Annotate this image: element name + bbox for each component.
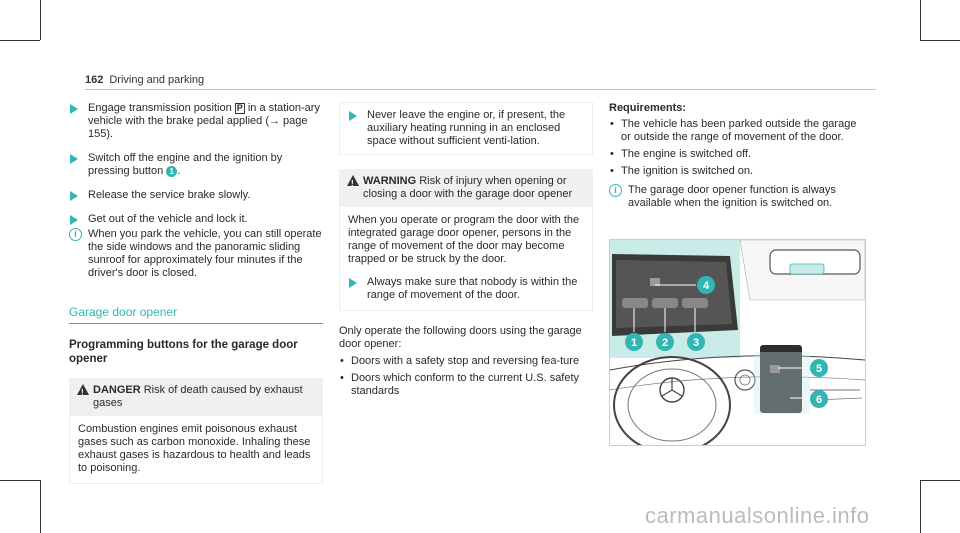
callout-2	[656, 333, 674, 351]
callout-1	[625, 333, 643, 351]
opener-button-3	[682, 298, 708, 308]
opener-button-1	[622, 298, 648, 308]
step-text: Get out of the vehicle and lock it.	[88, 213, 248, 225]
crop-mark	[0, 480, 40, 481]
section-title: Garage door opener	[69, 305, 178, 319]
park-position-icon: P	[236, 103, 243, 113]
info-icon: i	[69, 228, 82, 241]
step-arrow-icon	[349, 278, 357, 288]
overhead-console-face	[616, 260, 732, 328]
dashboard-line	[610, 377, 865, 390]
steering-wheel	[614, 357, 730, 445]
header-rule	[85, 89, 876, 90]
warning-header	[339, 169, 593, 207]
step-arrow-icon	[70, 191, 78, 201]
info-icon: i	[609, 184, 622, 197]
step-text: .	[177, 165, 181, 177]
warning-box	[339, 169, 593, 311]
step-item	[69, 152, 323, 178]
warning-headline: Risk of injury when opening or closing a door with the garage door opener	[363, 175, 573, 200]
crop-mark	[920, 480, 960, 481]
crop-mark	[920, 40, 960, 41]
callout-number: 4	[702, 280, 710, 292]
callout-4	[697, 276, 715, 294]
step-box	[339, 102, 593, 155]
step-item	[69, 213, 323, 226]
callout-number: 6	[815, 394, 823, 406]
info-note	[69, 228, 323, 280]
only-operate-text: Only operate the following doors using the garage door opener:	[339, 325, 582, 350]
bullet-item: • Doors with a safety stop and reversing fea-ture	[339, 355, 593, 368]
warning-body	[339, 207, 593, 311]
step-text: Engage transmission position	[88, 102, 235, 114]
callout-badge: 1	[166, 166, 177, 177]
subheading: Programming buttons for the garage door opener	[69, 339, 298, 365]
note-text: The garage door opener function is always available when the ignition is switched on.	[628, 184, 836, 209]
mirror-highlight	[790, 264, 824, 274]
danger-headline: Risk of death caused by exhaust gases	[93, 384, 303, 409]
warning-body-text: When you operate or program the door with the integrated garage door opener, persons in the range of movement of the door may become trapped or be struck by the door.	[348, 214, 580, 265]
crop-mark	[920, 480, 921, 533]
watermark: carmanualsonline.info	[645, 503, 870, 528]
step-item	[348, 109, 584, 148]
requirements-title: Requirements:	[609, 102, 687, 114]
bullet-item: • The ignition is switched on.	[609, 165, 867, 178]
callout-5	[810, 359, 828, 377]
page-number: 162	[85, 74, 104, 86]
air-vent-inner	[740, 375, 750, 385]
callout-number: 2	[661, 337, 669, 349]
danger-label: DANGER	[93, 384, 141, 396]
page-header	[85, 74, 204, 86]
callout-number: 1	[630, 337, 638, 349]
note-text: When you park the vehicle, you can still operate the side windows and the panoramic sliding sunroof for approximately four minutes if the driver's door is closed.	[88, 228, 322, 279]
crop-mark	[920, 0, 921, 40]
callout-3	[687, 333, 705, 351]
right-column	[609, 102, 867, 222]
step-text: Never leave the engine or, if present, the auxiliary heating running in an enclosed space without sufficient venti-lation.	[367, 109, 566, 147]
opener-button-2	[652, 298, 678, 308]
bullet-item: • Doors which conform to the current U.S. safety standards	[339, 372, 593, 398]
transmitter-highlight	[754, 352, 810, 414]
garage-opener-illustration	[609, 239, 866, 446]
air-vent	[735, 370, 755, 390]
step-arrow-icon	[70, 104, 78, 114]
warning-triangle-icon	[77, 384, 89, 395]
info-note	[609, 184, 867, 210]
crop-mark	[40, 0, 41, 40]
callout-6	[810, 390, 828, 408]
step-text: Switch off the engine and the ignition by pressing button	[88, 152, 283, 177]
warning-label: WARNING	[363, 175, 417, 187]
danger-header	[69, 378, 323, 416]
step-text: in a station-ary vehicle with the brake pedal applied (→ page 155).	[88, 102, 320, 140]
danger-body: Combustion engines emit poisonous exhaust gases such as carbon monoxide. Inhaling these exhaust gases is hazardous to health and leads to poisoning.	[69, 416, 323, 484]
step-arrow-icon	[349, 111, 357, 121]
crop-mark	[0, 40, 40, 41]
step-text: Release the service brake slowly.	[88, 189, 251, 201]
middle-column	[339, 102, 593, 402]
left-column	[69, 102, 323, 484]
transmitter-button	[770, 365, 780, 373]
header-section: Driving and parking	[109, 74, 205, 86]
warning-triangle-icon	[347, 175, 359, 186]
step-arrow-icon	[70, 154, 78, 164]
step-item	[69, 189, 323, 202]
bullet-item: • The engine is switched off.	[609, 148, 867, 161]
danger-box	[69, 378, 323, 484]
step-item	[69, 102, 323, 141]
bullet-item: • The vehicle has been parked outside the garage or outside the range of movement of the door.	[609, 118, 867, 144]
callout-number: 3	[692, 337, 700, 349]
illustration-svg	[610, 240, 865, 445]
callout-number: 5	[815, 363, 823, 375]
crop-mark	[40, 480, 41, 533]
step-item	[348, 276, 584, 302]
step-arrow-icon	[70, 215, 78, 225]
step-text: Always make sure that nobody is within the range of movement of the door.	[367, 276, 578, 301]
section-rule	[69, 323, 323, 324]
